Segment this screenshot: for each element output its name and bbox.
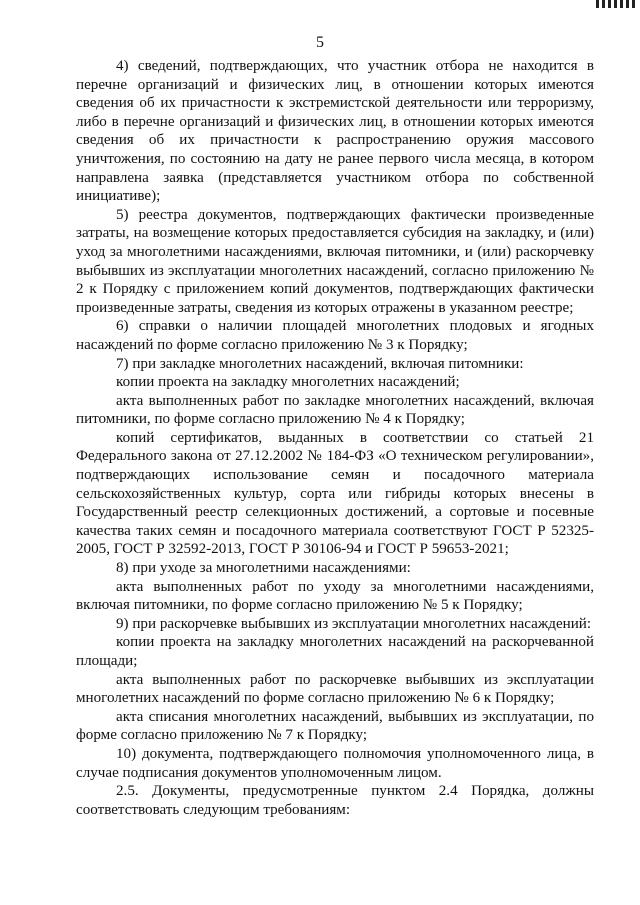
paragraph-item-8: 8) при уходе за многолетними насаждениями: bbox=[116, 560, 411, 577]
paragraph-item-7: 7) при закладке многолетних насаждений, включая питомники: bbox=[116, 355, 524, 372]
paragraph-item-5: 5) реестра документов, подтверждающих фактически произведенные затраты, на возмещение которых предоставляется субсидия на закладку, и (или) уход за многолетними насаждениями, включая питомники, и (или) раскорчевку выбывших из эксплуатации многолетних насаждений, согласно приложению № 2 к Порядку с приложением копий документов, подтверждающих фактически произведенные затраты, сведения из которых отражены в указанном реестре; bbox=[76, 206, 594, 316]
paragraph-item-9-project: копии проекта на закладку многолетних насаждений на раскорчеванной площади; bbox=[76, 634, 594, 669]
paragraph-item-4: 4) сведений, подтверждающих, что участник отбора не находится в перечне организаций и физических лиц, в отношении которых имеются сведения об их причастности к экстремистской деятельности или терроризму, либо в перечне организаций и физических лиц, в отношении которых имеются сведения об их причастности к распространению оружия массового уничтожения, по состоянию на дату не ранее первого числа месяца, в котором направлена заявка (представляется участником отбора по собственной инициативе); bbox=[76, 58, 594, 205]
scan-edge-marks bbox=[0, 0, 640, 10]
paragraph-item-9: 9) при раскорчевке выбывших из эксплуатации многолетних насаждений: bbox=[116, 615, 592, 632]
paragraph-item-8-act: акта выполненных работ по уходу за многолетними насаждениями, включая питомники, по форме согласно приложению № 5 к Порядку; bbox=[76, 578, 594, 614]
document-body bbox=[76, 57, 594, 819]
page-number: 5 bbox=[316, 34, 324, 51]
paragraph-item-7-project: копии проекта на закладку многолетних насаждений; bbox=[116, 374, 460, 391]
paragraph-item-9-writeoff: акта списания многолетних насаждений, выбывших из эксплуатации, по форме согласно приложению № 7 к Порядку; bbox=[76, 708, 594, 744]
paragraph-section-2-5: 2.5. Документы, предусмотренные пунктом 2.4 Порядка, должны соответствовать следующим требованиям: bbox=[76, 783, 594, 818]
paragraph-item-7-act: акта выполненных работ по закладке многолетних насаждений, включая питомники, по форме согласно приложению № 4 к Порядку; bbox=[76, 392, 594, 428]
paragraph-item-6: 6) справки о наличии площадей многолетних плодовых и ягодных насаждений по форме согласно приложению № 3 к Порядку; bbox=[76, 318, 594, 353]
paragraph-item-10: 10) документа, подтверждающего полномочия уполномоченного лица, в случае подписания документов уполномоченным лицом. bbox=[76, 745, 594, 781]
paragraph-item-7-certificates: копий сертификатов, выданных в соответствии со статьей 21 Федерального закона от 27.12.2002 № 184-ФЗ «О техническом регулировании», подтверждающих использование семян и посадочного материала сельскохозяйственных культур, сорта или гибриды которых внесены в Государственный реестр селекционных достижений, а сортовые и посевные качества таких семян и посадочного материала соответствуют ГОСТ Р 52325-2005, ГОСТ Р 32592-2013, ГОСТ Р 30106-94 и ГОСТ Р 59653-2021; bbox=[76, 429, 594, 558]
paragraph-item-9-act: акта выполненных работ по раскорчевке выбывших из эксплуатации многолетних насаждений по форме согласно приложению № 6 к Порядку; bbox=[76, 671, 594, 707]
